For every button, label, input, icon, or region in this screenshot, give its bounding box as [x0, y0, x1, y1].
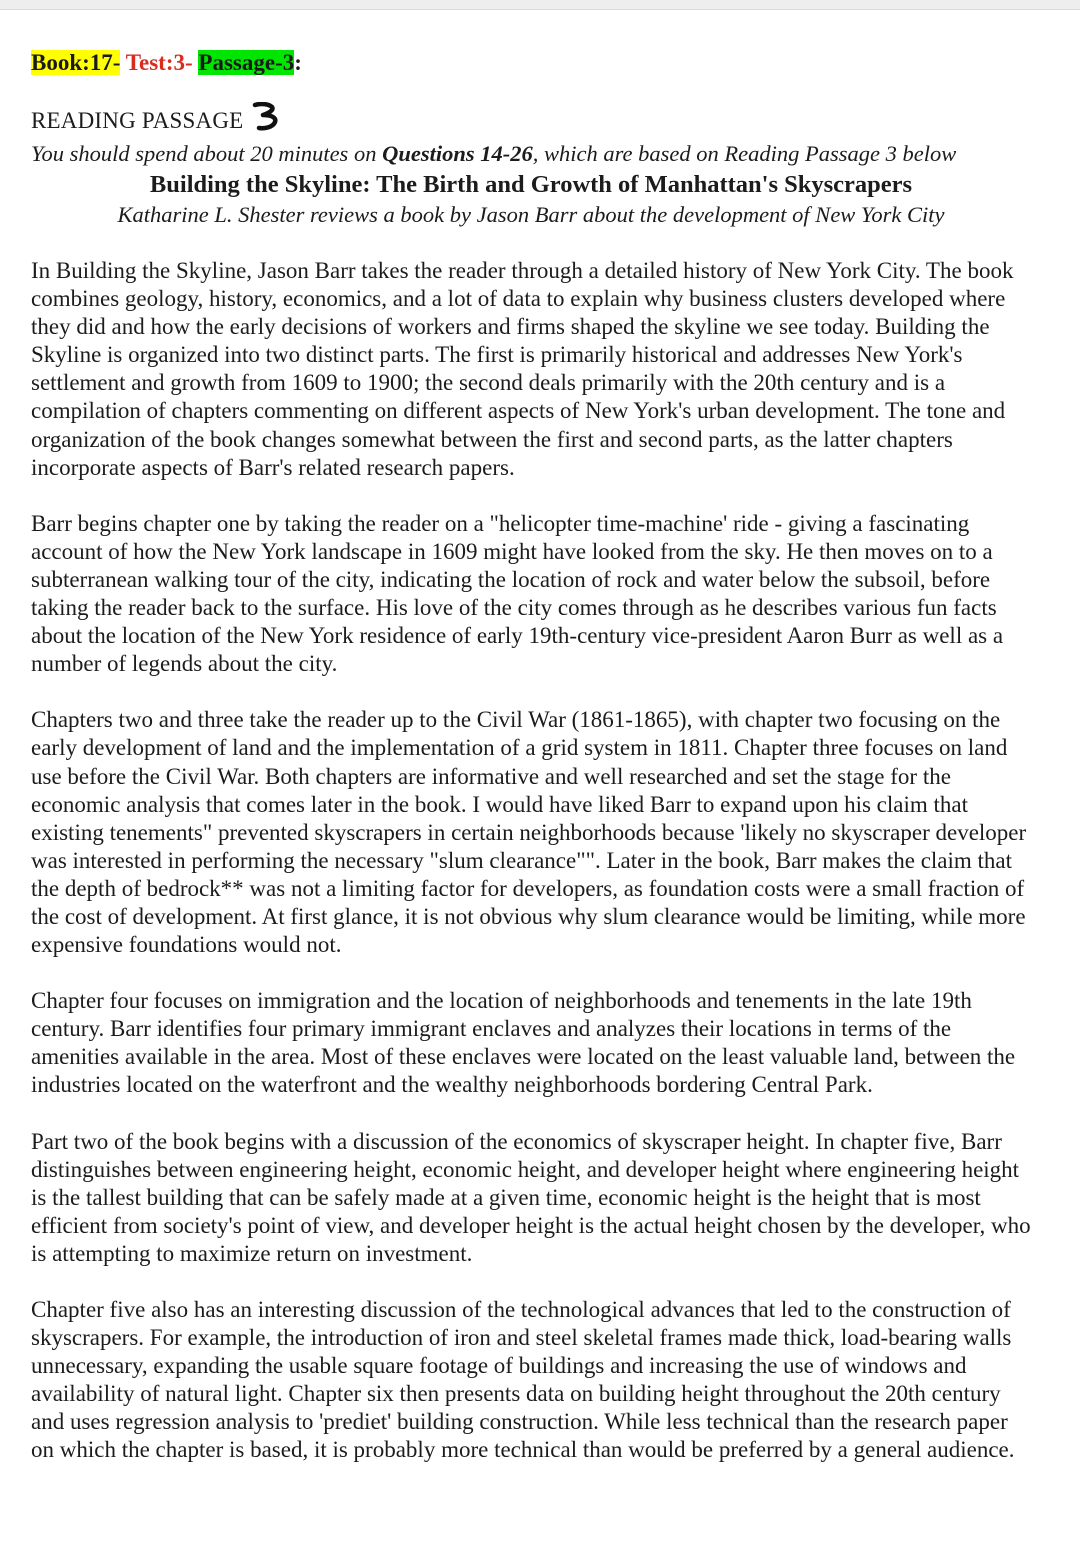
header-colon: :	[294, 50, 302, 75]
paragraph-4: Chapter four focuses on immigration and the location of neighborhoods and tenements in the late 19th century. Barr identifies four primary immigrant enclaves and analyzes their locations in terms of the amenities available in the area. Most of these enclaves were located on the least valuable land, between the industries located on the waterfront and the wealthy neighborhoods bordering Central Park.	[31, 988, 1016, 1098]
instruction-after: , which are based on Reading Passage 3 below	[532, 141, 957, 166]
instruction-before: You should spend about 20 minutes on	[31, 141, 383, 166]
reading-passage-label: READING PASSAGE	[31, 108, 250, 133]
top-rule	[0, 0, 1080, 10]
paragraph-1: In Building the Skyline, Jason Barr takes the reader through a detailed history of New York City. The book combines geology, history, economics, and a lot of data to explain why business clusters developed where they did and how the early decisions of workers and firms shaped the skyline we see today. Building the Skyline is organized into two distinct parts. The first is primarily historical and addresses New York's settlement and growth from 1609 to 1900; the second deals primarily with the 20th century and is a compilation of chapters commenting on different aspects of New York's urban development. The tone and organization of the book changes somewhat between the first and second parts, as the latter chapters incorporate aspects of Barr's related research papers.	[31, 258, 1014, 480]
paragraph-6: Chapter five also has an interesting discussion of the technological advances that led to the construction of skyscrapers. For example, the introduction of iron and steel skeletal frames made thick, load-bearing walls unnecessary, expanding the usable square footage of buildings and increasing the use of windows and availability of natural light. Chapter six then presents data on building height throughout the 20th century and uses regression analysis to 'prediet' building construction. While less technical than the research paper on which the chapter is based, it is probably more technical than would be preferred by a general audience.	[31, 1297, 1015, 1463]
handwritten-3-icon	[251, 102, 287, 132]
book-test-passage-header	[31, 48, 1031, 78]
book-label: Book:17-	[31, 50, 121, 75]
test-label: Test:3-	[120, 50, 199, 75]
passage-label: Passage-3	[198, 50, 295, 75]
reading-passage-heading	[31, 102, 1031, 140]
instruction-text	[31, 140, 1031, 168]
paragraph-2: Barr begins chapter one by taking the reader on a "helicopter time-machine' ride - giving a fascinating account of how the New York landscape in 1609 might have looked from the sky. He then moves on to a subterranean walking tour of the city, indicating the location of rock and water below the subsoil, before taking the reader back to the surface. His love of the city comes through as he describes various fun facts about the location of the New York residence of early 19th-century vice-president Aaron Burr as well as a number of legends about the city.	[31, 510, 1004, 677]
paragraph-3: Chapters two and three take the reader up to the Civil War (1861-1865), with chapter two focusing on the early development of land and the implementation of a grid system in 1811. Chapter three focuses on land use before the Civil War. Both chapters are informative and well researched and set the stage for the economic analysis that comes later in the book. I would have liked Barr to expand upon his claim that existing tenements" prevented skyscrapers in certain neighborhoods because 'likely no skyscraper developer was interested in performing the necessary "slum clearance"". Later in the book, Barr makes the claim that the depth of bedrock** was not a limiting factor for developers, as foundation costs were a small fraction of the cost of development. At first glance, it is not obvious why slum clearance would be limiting, while more expensive foundations would not.	[31, 707, 1027, 958]
article-title: Building the Skyline: The Birth and Growth of Manhattan's Skyscrapers	[149, 171, 913, 198]
paragraph-5: Part two of the book begins with a discussion of the economics of skyscraper height. In chapter five, Barr distinguishes between engineering height, economic height, and developer height where engineering height is the tallest building that can be safely made at a given time, economic height is the height that is most efficient from society's point of view, and developer height is the actual height chosen by the developer, who is attempting to maximize return on investment.	[31, 1128, 1031, 1266]
handwritten-number-mark	[251, 102, 287, 140]
article-subtitle: Katharine L. Shester reviews a book by Jason Barr about the development of New York City	[117, 202, 945, 227]
instruction-questions: Questions 14-26	[382, 141, 533, 166]
document-page	[31, 48, 1031, 1465]
